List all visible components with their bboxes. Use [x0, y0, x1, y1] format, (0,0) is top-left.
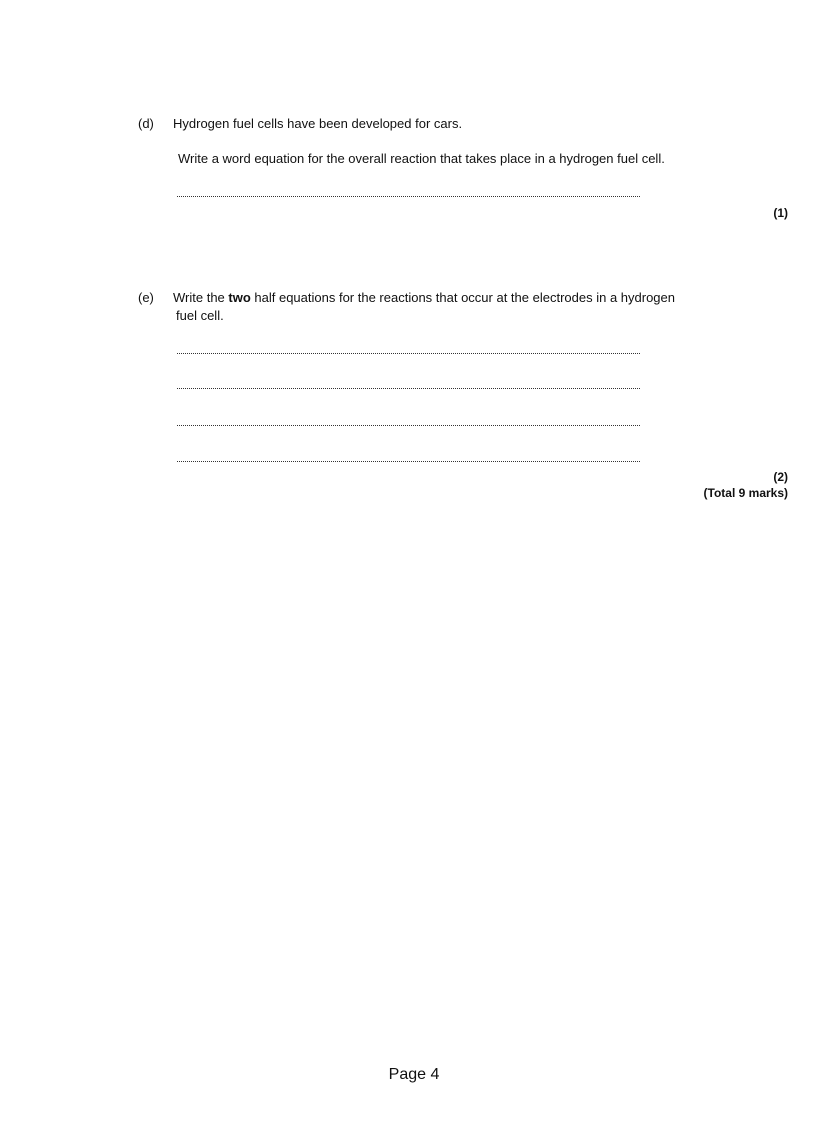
answer-line-e-4[interactable] [177, 461, 640, 462]
question-e-text [173, 290, 675, 306]
question-d-instruction: Write a word equation for the overall reaction that takes place in a hydrogen fuel cell. [178, 151, 665, 166]
question-d-marks: (1) [773, 206, 788, 220]
question-e-text-line2: fuel cell. [176, 308, 224, 323]
question-e-text-after: half equations for the reactions that occur at the electrodes in a hydrogen [250, 290, 675, 305]
answer-line-d-1[interactable] [177, 196, 640, 197]
page-number: Page 4 [388, 1066, 440, 1083]
question-e-marks: (2) [773, 470, 788, 484]
question-e-label: (e) [138, 290, 154, 305]
answer-line-e-1[interactable] [177, 353, 640, 354]
question-d-label: (d) [138, 116, 154, 131]
answer-line-e-3[interactable] [177, 425, 640, 426]
answer-line-e-2[interactable] [177, 388, 640, 389]
question-e-text-bold: two [228, 290, 251, 305]
total-marks: (Total 9 marks) [703, 486, 788, 500]
question-d-text: Hydrogen fuel cells have been developed for cars. [173, 116, 463, 131]
question-e-text-before: Write the [173, 290, 229, 305]
